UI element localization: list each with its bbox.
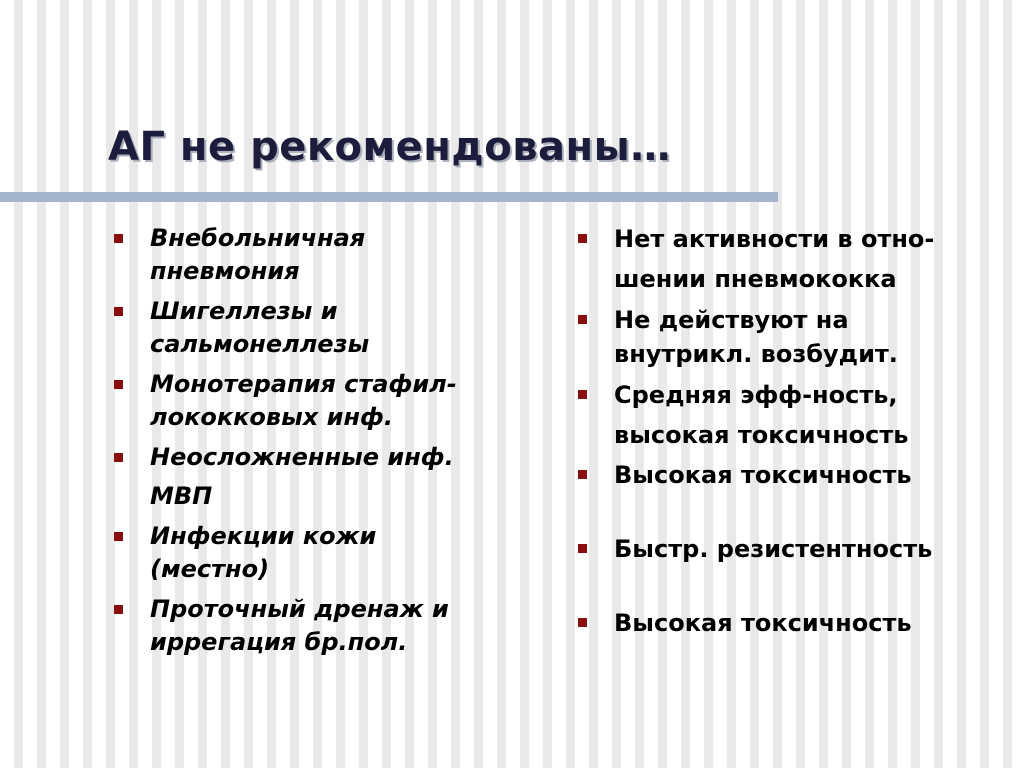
title-underline-bar [0, 192, 778, 202]
list-item [112, 295, 532, 361]
list-item-line: Высокая токсичность [614, 461, 912, 489]
list-item [576, 458, 1016, 492]
list-item-line: иррегация бр.пол. [150, 628, 408, 656]
slide-title: АГ не рекомендованы… [108, 124, 671, 170]
square-bullet-icon [578, 470, 587, 479]
square-bullet-icon [578, 390, 587, 399]
list-item-line: Высокая токсичность [614, 609, 912, 637]
list-item-line: сальмонеллезы [150, 330, 370, 358]
list-item [112, 222, 532, 288]
list-item-line: лококковых инф. [150, 403, 393, 431]
left-bullet-list [112, 222, 532, 659]
list-item [112, 441, 532, 513]
list-item [576, 378, 1016, 452]
list-item-line: Неосложненные инф. [150, 443, 454, 471]
list-item [112, 520, 532, 586]
square-bullet-icon [114, 307, 123, 316]
list-item-line: шении пневмококка [614, 265, 897, 293]
list-item-line: пневмония [150, 257, 300, 285]
right-bullet-list [576, 222, 1016, 640]
list-item-line: Проточный дренаж и [150, 595, 449, 623]
list-item [576, 222, 1016, 296]
square-bullet-icon [114, 453, 123, 462]
list-item [112, 368, 532, 434]
list-item [576, 532, 1016, 566]
list-item-line: Шигеллезы и [150, 297, 338, 325]
list-item-line: Монотерапия стафил- [150, 370, 457, 398]
list-item-line: Внебольничная [150, 224, 366, 252]
list-item-line: (местно) [150, 555, 270, 583]
square-bullet-icon [578, 315, 587, 324]
list-item [576, 606, 1016, 640]
square-bullet-icon [578, 544, 587, 553]
list-item-line: Средняя эфф-ность, [614, 381, 898, 409]
list-item-line: высокая токсичность [614, 421, 909, 449]
list-item [576, 303, 1016, 371]
square-bullet-icon [114, 234, 123, 243]
square-bullet-icon [578, 234, 587, 243]
square-bullet-icon [114, 532, 123, 541]
list-item [112, 593, 532, 659]
list-item-line: Нет активности в отно- [614, 225, 935, 253]
list-item-line: Инфекции кожи [150, 522, 377, 550]
square-bullet-icon [114, 605, 123, 614]
list-item-line: Не действуют на [614, 306, 849, 334]
list-item-line: Быстр. резистентность [614, 535, 933, 563]
square-bullet-icon [578, 618, 587, 627]
list-item-line: МВП [150, 482, 213, 510]
list-item-line: внутрикл. возбудит. [614, 340, 898, 368]
square-bullet-icon [114, 380, 123, 389]
